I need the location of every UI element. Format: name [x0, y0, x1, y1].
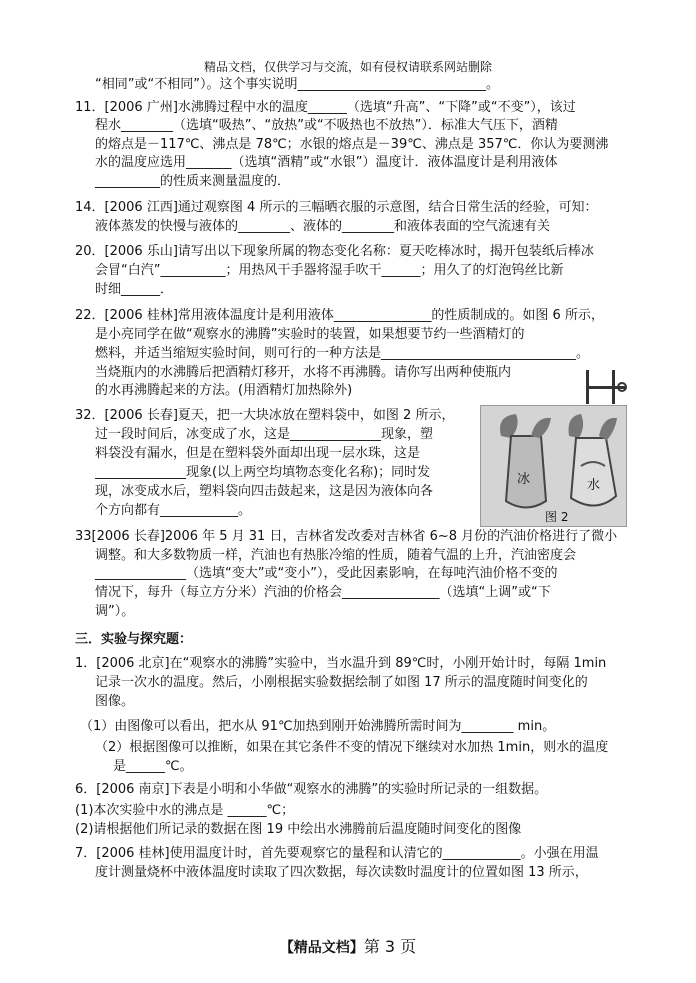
text-line: 过一段时间后，冰变成了水，这是______________现象，塑	[95, 427, 434, 442]
text-line: ______________（选填“变大”或“变小”），受此因素影响，在每吨汽油价格不变的	[95, 566, 558, 581]
text-line: 液体蒸发的快慢与液体的________、液体的________和液体表面的空气流速有关	[95, 219, 551, 234]
text-line: 当烧瓶内的水沸腾后把酒精灯移开，水将不再沸腾。请你写出两种使瓶内	[95, 365, 512, 380]
text-line: 32．[2006 长春]夏天，把一大块冰放在塑料袋中，如图 2 所示，	[75, 408, 455, 423]
page-footer	[0, 934, 696, 957]
figure-caption: 图 2	[545, 510, 569, 524]
text-line: 是小亮同学在做“观察水的沸腾”实验时的装置，如果想要节约一些酒精灯的	[95, 327, 525, 342]
text-line: 33[2006 长春]2006 年 5 月 31 日，吉林省发改委对吉林省 6~8 月份的汽油价格进行了微小	[75, 529, 618, 544]
text-line: 调”）。	[95, 604, 135, 619]
page-header: 精品文档，仅供学习与交流，如有侵权请联系网站删除	[203, 60, 492, 74]
text-line: 1．[2006 北京]在“观察水的沸腾”实验中，当水温升到 89℃时，小刚开始计时，每隔 1min	[75, 656, 607, 671]
text-line: 水的温度应选用_______（选填“酒精”或“水银”）温度计．液体温度计是利用液体	[95, 155, 558, 170]
text-line: (2)请根据他们所记录的数据在图 19 中绘出水沸腾前后温度随时间变化的图像	[75, 822, 522, 837]
text-line: 会冒“白汽”__________；用热风干手器将湿手吹干______；用久了的灯泡钨丝比新	[95, 263, 564, 278]
text-line: 燃料，并适当缩短实验时间，则可行的一种方法是______________________________。	[95, 346, 590, 361]
text-line: 个方向都有____________。	[95, 503, 252, 518]
apparatus-illustration	[578, 370, 638, 404]
text-line: 调整。和大多数物质一样，汽油也有热胀冷缩的性质，随着气温的上升，汽油密度会	[95, 548, 577, 563]
text-line: __________的性质来测量温度的．	[95, 174, 291, 189]
text-line: 图像。	[95, 694, 135, 709]
text-line: ______________现象(以上两空均填物态变化名称)；同时发	[95, 465, 431, 480]
text-line: 程水________（选填“吸热”、“放热”或“不吸热也不放热”）．标准大气压下，酒精	[95, 118, 558, 133]
bag-water-label: 水	[587, 478, 601, 493]
text-line: 记录一次水的温度。然后，小刚根据实验数据绘制了如图 17 所示的温度随时间变化的	[95, 675, 588, 690]
figure-2-image	[480, 405, 627, 527]
text-line: 的熔点是－117℃、沸点是 78℃；水银的熔点是－39℃、沸点是 357℃．你认为要测沸	[95, 137, 609, 152]
text-line: 度计测量烧杯中液体温度时读取了四次数据，每次读数时温度计的位置如图 13 所示，	[95, 865, 588, 880]
text-line: 22．[2006 桂林]常用液体温度计是利用液体_______________的性质制成的。如图 6 所示，	[75, 308, 604, 323]
text-line: “相同”或“不相同”）。这个事实说明_____________________________。	[95, 77, 499, 92]
text-line: 三．实验与探究题：	[75, 632, 193, 647]
text-line: 20．[2006 乐山]请写出以下现象所属的物态变化名称：夏天吃棒冰时，揭开包装纸后棒冰	[75, 244, 594, 259]
text-line: 14．[2006 江西]通过观察图 4 所示的三幅晒衣服的示意图，结合日常生活的经验，可知：	[75, 200, 598, 215]
text-line: （1）由图像可以看出，把水从 91℃加热到刚开始沸腾所需时间为________ min。	[80, 719, 556, 734]
text-line: （2）根据图像可以推断，如果在其它条件不变的情况下继续对水加热 1min，则水的温度	[95, 740, 609, 755]
text-line: (1)本次实验中水的沸点是 ______℃；	[75, 803, 295, 818]
text-line: 是______℃。	[113, 759, 193, 774]
footer-page-number: 第 3 页	[363, 937, 417, 956]
text-line: 11．[2006 广州]水沸腾过程中水的温度______（选填“升高”、“下降”或“不变”），该过	[75, 100, 576, 115]
text-line: 料袋没有漏水，但是在塑料袋外面却出现一层水珠，这是	[95, 446, 421, 461]
text-line: 6．[2006 南京]下表是小明和小华做“观察水的沸腾”的实验时所记录的一组数据。	[75, 782, 548, 797]
text-line: 7．[2006 桂林]使用温度计时，首先要观察它的量程和认清它的____________。小强在用温	[75, 846, 599, 861]
text-line: 时细______．	[95, 282, 174, 297]
text-line: 的水再沸腾起来的方法。(用酒精灯加热除外)	[95, 383, 353, 398]
bag-ice-label: 冰	[517, 472, 531, 487]
text-line: 现，冰变成水后，塑料袋向四击鼓起来，这是因为液体向各	[95, 484, 434, 499]
footer-bracket: 【精品文档】	[279, 940, 364, 956]
text-line: 情况下，每升（每立方分米）汽油的价格会_______________（选填“上调”或“下	[95, 585, 551, 600]
